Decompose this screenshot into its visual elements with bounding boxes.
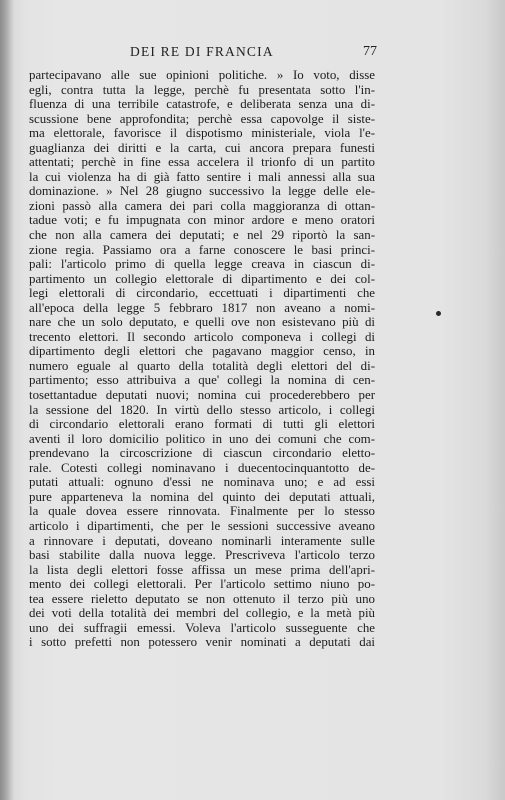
text-line: dei voti della totalità dei membri del collegio, e la metà più	[29, 606, 375, 621]
text-line: dipartimento degli elettori che pagavano maggior censo, in	[29, 344, 375, 359]
page-number: 77	[363, 44, 377, 59]
text-line: pure apparteneva la nomina del quinto dei deputati attuali,	[29, 489, 375, 504]
text-line: i sotto prefetti non potessero venir nominati a deputati dai	[29, 635, 375, 650]
text-line: tosettantadue deputati nuovi; nomina cui procederebbero per	[29, 388, 375, 403]
text-line: numero eguale al quarto della totalità degli elettori del di-	[29, 358, 375, 373]
text-line: partecipavano alle sue opinioni politiche. » Io voto, disse	[29, 68, 375, 82]
text-line: uno dei suffragii emessi. Voleva l'articolo susseguente che	[29, 620, 375, 635]
text-line: egli, contra tutta la legge, perchè fu presentata sotto l'in-	[29, 82, 375, 97]
text-line: che non alla camera dei deputati; e nel 29 riportò la san-	[29, 228, 375, 243]
body-text	[29, 68, 375, 650]
text-line: la quale dovea essere rinnovata. Finalmente per lo stesso	[29, 504, 375, 519]
text-line: all'epoca della legge 5 febbraro 1817 non aveano a nomi-	[29, 300, 375, 315]
text-line: dominazione. » Nel 28 giugno successivo la legge delle ele-	[29, 184, 375, 199]
text-line: guaglianza dei diritti e la carta, cui ancora prepara funesti	[29, 140, 375, 155]
binding-shadow	[0, 0, 14, 800]
text-line: legi elettorali di circondario, eccettuati i dipartimenti che	[29, 286, 375, 301]
text-line: zione regia. Passiamo ora a farne conoscere le basi princi-	[29, 242, 375, 257]
text-line: prendevano la circoscrizione di ciascun circondario eletto-	[29, 446, 375, 461]
text-line: la sessione del 1820. In virtù dello stesso articolo, i collegi	[29, 402, 375, 417]
text-line: trecento elettori. Il secondo articolo componeva i collegi di	[29, 329, 375, 344]
text-line: ma elettorale, favorisce il dispotismo ministeriale, viola l'e-	[29, 126, 375, 141]
text-line: la cui violenza ha di già fatto sentire i mali annessi alla sua	[29, 169, 375, 184]
text-line: putati attuali: ognuno d'essi ne nominava uno; e ad essi	[29, 475, 375, 490]
text-line: la lista degli elettori fosse affissa un mese prima dell'apri-	[29, 562, 375, 577]
text-line: scussione bene approfondita; perchè essa capovolge il siste-	[29, 111, 375, 126]
text-line: mento dei collegi elettorali. Per l'articolo settimo niuno po-	[29, 577, 375, 592]
text-line: attentati; perchè in fine essa accelera il trionfo di un partito	[29, 155, 375, 170]
text-line: a rinnovare i deputati, doveano nominarli interamente sulle	[29, 533, 375, 548]
text-line: di circondario elettorali erano formati di tutti gli elettori	[29, 417, 375, 432]
text-line: partimento un collegio elettorale di dipartimento e dei col-	[29, 271, 375, 286]
text-line: tea essere rieletto deputato se non ottenuto il terzo più uno	[29, 591, 375, 606]
text-line: nare che un solo deputato, e quelli ove non esistevano più di	[29, 315, 375, 330]
text-line: fluenza di una terribile catastrofe, e deliberata senza una di-	[29, 97, 375, 112]
text-line: rale. Cotesti collegi nominavano i duecentocinquantotto de-	[29, 460, 375, 475]
text-line: basi stabilite dalla nuova legge. Prescriveva l'articolo terzo	[29, 548, 375, 563]
text-line: partimento; esso attribuiva a que' collegi la nomina di cen-	[29, 373, 375, 388]
running-head: DEI RE DI FRANCIA	[130, 44, 274, 59]
text-line: pali: l'articolo primo di quella legge creava in ciascun di-	[29, 257, 375, 272]
text-line: articolo i dipartimenti, che per le sessioni successive aveano	[29, 518, 375, 533]
text-line: tadue voti; e fu impugnata con minor ardore e meno oratori	[29, 213, 375, 228]
text-line: aventi il loro domicilio politico in uno dei comuni che com-	[29, 431, 375, 446]
text-line: zioni passò alla camera dei pari colla maggioranza di ottan-	[29, 198, 375, 213]
page-header	[30, 44, 380, 64]
paper-speck	[436, 311, 441, 316]
